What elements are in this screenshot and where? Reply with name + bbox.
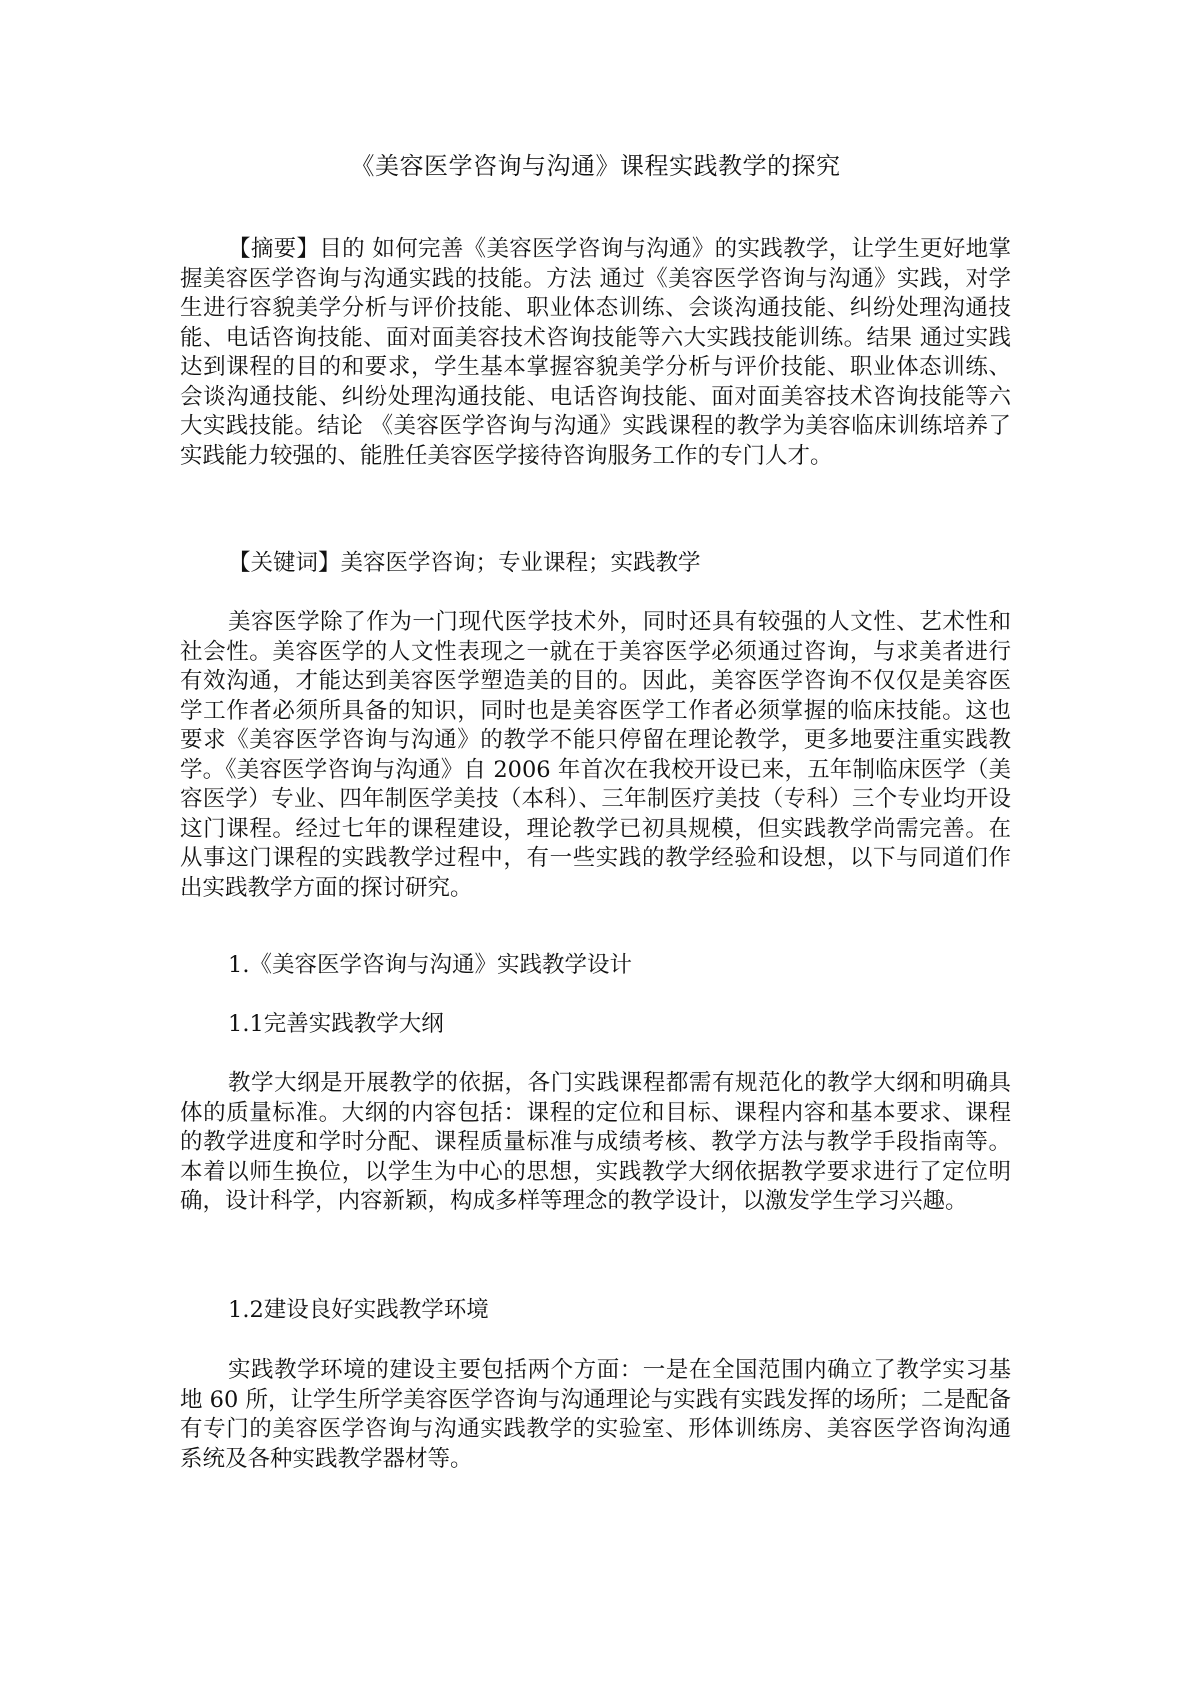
syllabus-paragraph: 教学大纲是开展教学的依据，各门实践课程都需有规范化的教学大纲和明确具体的质量标准。大纲的内容包括：课程的定位和目标、课程内容和基本要求、课程的教学进度和学时分配、课程质量标准与成绩考核、教学方法与教学手段指南等。本着以师生换位，以学生为中心的思想，实践教学大纲依据教学要求进行了定位明确，设计科学，内容新颖，构成多样等理念的教学设计，以激发学生学习兴趣。 xyxy=(180,1070,1011,1214)
intro-paragraph: 美容医学除了作为一门现代医学技术外，同时还具有较强的人文性、艺术性和社会性。美容医学的人文性表现之一就在于美容医学必须通过咨询，与求美者进行有效沟通，才能达到美容医学塑造美的目的。因此，美容医学咨询不仅仅是美容医学工作者必须所具备的知识，同时也是美容医学工作者必须掌握的临床技能。这也要求《美容医学咨询与沟通》的教学不能只停留在理论教学，更多地要注重实践教学。《美容医学咨询与沟通》自 2006 年首次在我校开设已来，五年制临床医学（美容医学）专业、四年制医学美技（本科）、三年制医疗美技（专科）三个专业均开设这门课程。经过七年的课程建设，理论教学已初具规模，但实践教学尚需完善。在从事这门课程的实践教学过程中，有一些实践的教学经验和设想，以下与同道们作出实践教学方面的探讨研究。 xyxy=(180,609,1011,901)
keywords-paragraph: 【关键词】美容医学咨询；专业课程；实践教学 xyxy=(228,550,701,576)
abstract-paragraph: 【摘要】目的 如何完善《美容医学咨询与沟通》的实践教学，让学生更好地掌握美容医学咨询与沟通实践的技能。方法 通过《美容医学咨询与沟通》实践，对学生进行容貌美学分析与评价技能、职业体态训练、会谈沟通技能、纠纷处理沟通技能、电话咨询技能、面对面美容技术咨询技能等六大实践技能训练。结果 通过实践达到课程的目的和要求，学生基本掌握容貌美学分析与评价技能、职业体态训练、会谈沟通技能、纠纷处理沟通技能、电话咨询技能、面对面美容技术咨询技能等六大实践技能。结论 《美容医学咨询与沟通》实践课程的教学为美容临床训练培养了实践能力较强的、能胜任美容医学接待咨询服务工作的专门人才。 xyxy=(180,236,1011,469)
document-title: 《美容医学咨询与沟通》课程实践教学的探究 xyxy=(350,152,841,180)
environment-paragraph: 实践教学环境的建设主要包括两个方面：一是在全国范围内确立了教学实习基地 60 所，让学生所学美容医学咨询与沟通理论与实践有实践发挥的场所；二是配备有专门的美容医学咨询与沟通实践教学的实验室、形体训练房、美容医学咨询沟通系统及各种实践教学器材等。 xyxy=(180,1357,1011,1472)
section-heading-1: 1.《美容医学咨询与沟通》实践教学设计 xyxy=(228,952,632,978)
section-heading-1-2: 1.2建设良好实践教学环境 xyxy=(228,1297,489,1323)
section-heading-1-1: 1.1完善实践教学大纲 xyxy=(228,1011,444,1037)
